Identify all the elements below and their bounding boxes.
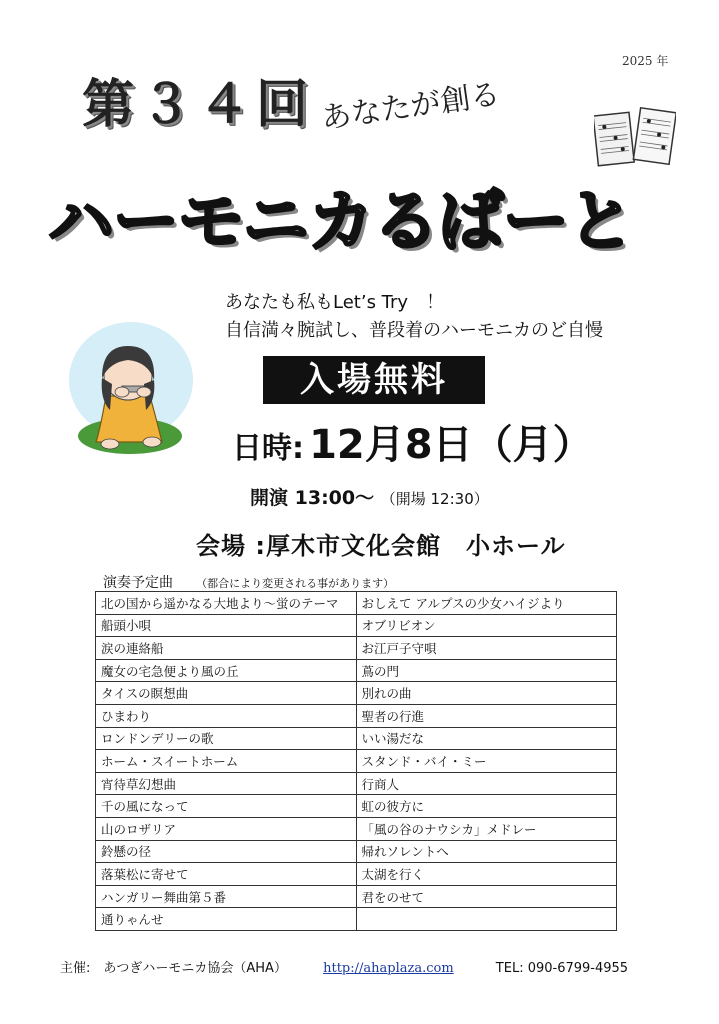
song-cell-right: 聖者の行進 (356, 704, 617, 727)
doors-open-time: （開場 12:30） (380, 490, 489, 508)
song-cell-left: 落葉松に寄せて (96, 863, 357, 886)
table-row (96, 817, 617, 840)
song-cell-left: タイスの瞑想曲 (96, 682, 357, 705)
table-row (96, 840, 617, 863)
song-cell-left: 鈴懸の径 (96, 840, 357, 863)
song-cell-right (356, 908, 617, 931)
tagline (225, 289, 603, 345)
table-row (96, 908, 617, 931)
table-row (96, 682, 617, 705)
song-cell-left: 千の風になって (96, 795, 357, 818)
table-row (96, 637, 617, 660)
song-cell-right: 行商人 (356, 772, 617, 795)
organizer: 主催: あつぎハーモニカ協会（AHA） (60, 961, 287, 976)
table-row (96, 704, 617, 727)
table-row (96, 614, 617, 637)
telephone: TEL: 090-6799-4955 (495, 961, 629, 976)
tagline-line-2: 自信満々腕試し、普段着のハーモニカのど自慢 (225, 320, 603, 341)
song-cell-left: 涙の連絡船 (96, 637, 357, 660)
time-label: 開演 (250, 487, 289, 509)
event-date (232, 413, 593, 470)
song-cell-left: 山のロザリア (96, 817, 357, 840)
song-cell-left: 宵待草幻想曲 (96, 772, 357, 795)
song-cell-left: ハンガリー舞曲第５番 (96, 885, 357, 908)
table-row (96, 727, 617, 750)
year-label: 2025 年 (622, 54, 669, 68)
song-cell-right: 蔦の門 (356, 659, 617, 682)
song-cell-left: ロンドンデリーの歌 (96, 727, 357, 750)
song-cell-right: 君をのせて (356, 885, 617, 908)
main-title: ハーモニカるばーと (48, 183, 633, 260)
edition-title: 第３４回 (82, 75, 315, 135)
song-cell-right: スタンド・バイ・ミー (356, 750, 617, 773)
song-cell-right: オブリビオン (356, 614, 617, 637)
table-row (96, 772, 617, 795)
song-cell-right: お江戸子守唄 (356, 637, 617, 660)
song-cell-right: 太湖を行く (356, 863, 617, 886)
song-cell-right: 別れの曲 (356, 682, 617, 705)
program-note: （都合により変更される事があります） (196, 577, 395, 590)
venue: 会場 :厚木市文化会館 小ホール (196, 532, 566, 560)
date-label: 日時: (232, 431, 304, 466)
song-cell-left: ホーム・スイートホーム (96, 750, 357, 773)
song-cell-right: いい湯だな (356, 727, 617, 750)
start-time: 13:00〜 (294, 487, 375, 509)
date-value: 12月8日（月） (309, 422, 593, 468)
song-table (95, 591, 617, 931)
girl-playing-harmonica-illustration (66, 318, 196, 458)
program-title: 演奏予定曲 (103, 575, 173, 591)
song-cell-right: おしえて アルプスの少女ハイジより (356, 592, 617, 615)
song-cell-right: 帰れソレントへ (356, 840, 617, 863)
song-cell-left: 魔女の宅急便より風の丘 (96, 659, 357, 682)
table-row (96, 592, 617, 615)
table-row (96, 885, 617, 908)
program-heading (103, 572, 394, 592)
song-cell-left: 船頭小唄 (96, 614, 357, 637)
song-cell-right: 虹の彼方に (356, 795, 617, 818)
song-cell-left: ひまわり (96, 704, 357, 727)
song-cell-left: 北の国から遥かなる大地より〜蛍のテーマ (96, 592, 357, 615)
website-link[interactable]: http://ahaplaza.com (323, 961, 454, 976)
admission-free-banner: 入場無料 (263, 356, 485, 404)
footer (60, 957, 628, 976)
event-time (250, 483, 489, 510)
table-row (96, 795, 617, 818)
song-cell-right: 「風の谷のナウシカ」メドレー (356, 817, 617, 840)
table-row (96, 863, 617, 886)
tagline-line-1: あなたも私もLet’s Try ！ (225, 292, 445, 313)
song-cell-left: 通りゃんせ (96, 908, 357, 931)
table-row (96, 750, 617, 773)
table-row (96, 659, 617, 682)
subtitle: あなたが創る (319, 76, 503, 137)
